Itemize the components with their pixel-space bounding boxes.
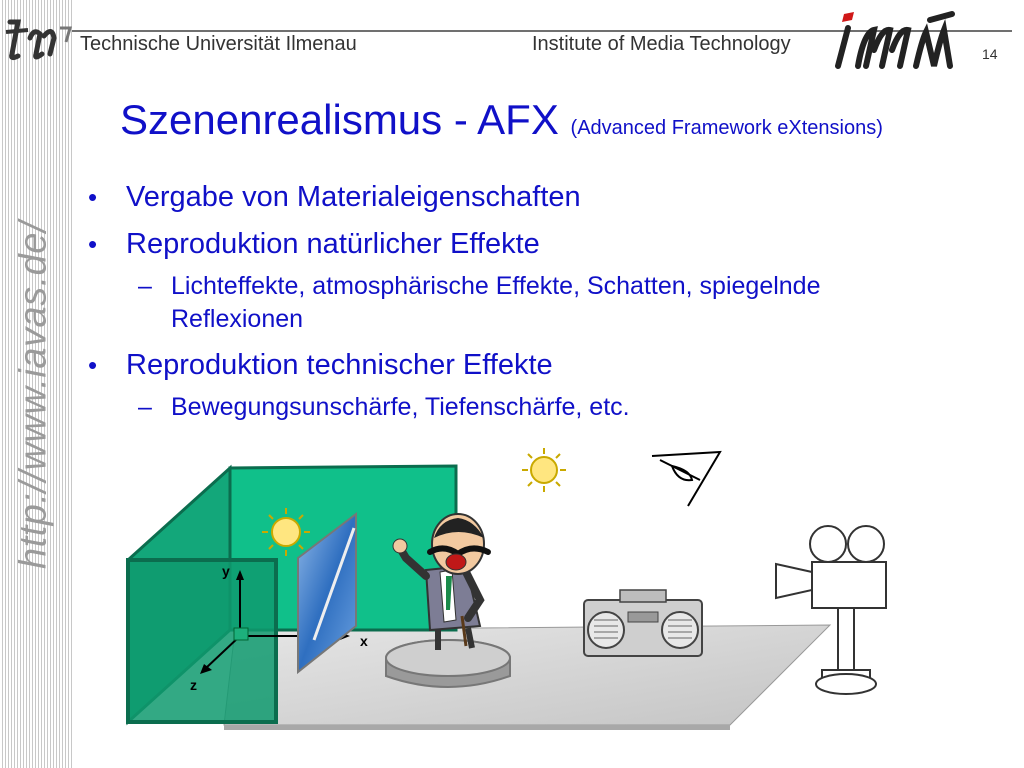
institute-name: Institute of Media Technology [532, 33, 791, 55]
scene-illustration [100, 440, 1024, 768]
camera-icon [776, 526, 886, 694]
bullet-text: Vergabe von Materialeigenschaften [126, 181, 581, 213]
axis-label-z: z [190, 677, 197, 693]
floor-edge [224, 725, 730, 730]
eye-cone-icon [652, 452, 720, 506]
turntable [386, 640, 510, 687]
bullet-text: Reproduktion natürlicher Effekte [126, 228, 540, 260]
axis-label-y: y [222, 563, 230, 579]
university-name: Technische Universität Ilmenau [80, 33, 357, 55]
radio-icon [584, 590, 702, 656]
imt-logo [830, 10, 980, 70]
sub-bullet-item [88, 391, 868, 424]
bullet-item [88, 180, 868, 215]
sun-icon-top [522, 448, 566, 492]
page-number: 14 [982, 46, 998, 62]
bullet-item [88, 227, 868, 262]
sub-bullet-text: Bewegungsunschärfe, Tiefenschärfe, etc. [171, 393, 630, 421]
sub-bullet-mark: – [138, 393, 152, 421]
sub-bullet-text: Lichteffekte, atmosphärische Effekte, Schatten, spiegelnde Reflexionen [171, 272, 821, 333]
bullet-mark: • [88, 350, 98, 380]
bullet-text: Reproduktion technischer Effekte [126, 349, 553, 381]
side-wall-front [128, 560, 276, 722]
bullet-list [88, 180, 868, 436]
tu-logo [4, 14, 76, 62]
sub-bullet-item [88, 270, 868, 336]
axis-label-x: x [360, 633, 368, 649]
slide-title [120, 96, 883, 144]
bullet-mark: • [88, 229, 98, 259]
bullet-mark: • [88, 182, 98, 212]
title-subtitle: (Advanced Framework eXtensions) [570, 117, 883, 139]
sidebar-url: http://www.iavas.de/ [12, 221, 55, 569]
title-main: Szenenrealismus - AFX [120, 96, 559, 143]
sub-bullet-mark: – [138, 272, 152, 300]
bullet-item [88, 348, 868, 383]
